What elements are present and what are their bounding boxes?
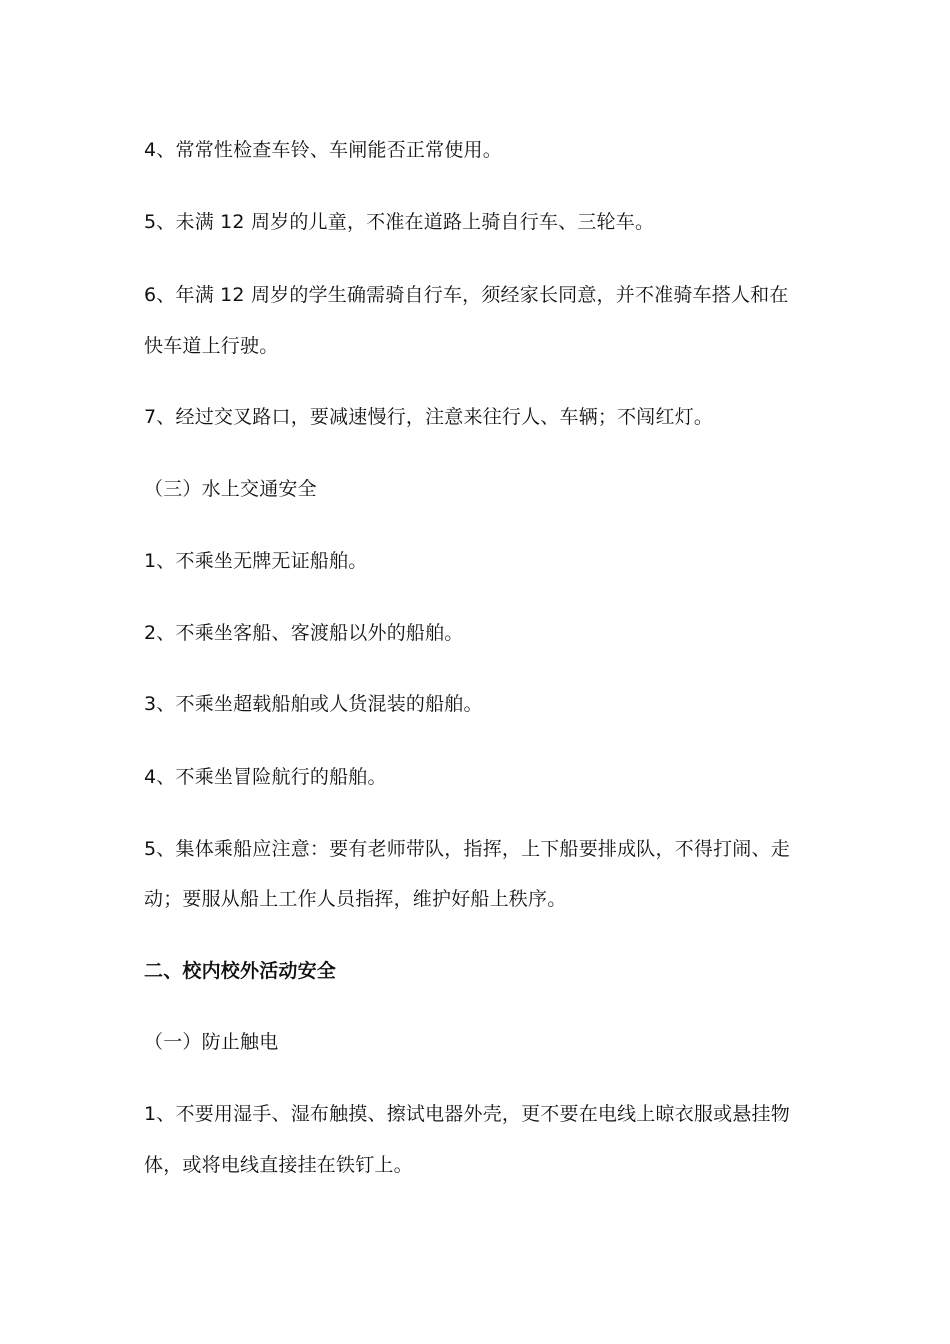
- paragraph-line: 1、不要用湿手、湿布触摸、擦试电器外壳，更不要在电线上晾衣服或悬挂物: [144, 1103, 790, 1125]
- paragraph-line: 5、集体乘船应注意：要有老师带队，指挥，上下船要排成队，不得打闹、走: [144, 838, 790, 860]
- paragraph-line: 4、不乘坐冒险航行的船舶。: [144, 766, 387, 788]
- paragraph-line: 快车道上行驶。: [144, 335, 279, 357]
- paragraph-line: 体，或将电线直接挂在铁钉上。: [144, 1154, 413, 1176]
- paragraph-line: 动；要服从船上工作人员指挥，维护好船上秩序。: [144, 888, 567, 910]
- paragraph-line: 1、不乘坐无牌无证船舶。: [144, 550, 368, 572]
- paragraph-line: 5、未满 12 周岁的儿童，不准在道路上骑自行车、三轮车。: [144, 211, 655, 233]
- paragraph-line: 4、常常性检查车铃、车闸能否正常使用。: [144, 139, 502, 161]
- chapter-heading: 二、校内校外活动安全: [144, 960, 337, 982]
- paragraph-line: 2、不乘坐客船、客渡船以外的船舶。: [144, 622, 464, 644]
- paragraph-line: 3、不乘坐超载船舶或人货混装的船舶。: [144, 693, 483, 715]
- paragraph-line: 6、年满 12 周岁的学生确需骑自行车，须经家长同意，并不准骑车搭人和在: [144, 284, 789, 306]
- section-heading: （三）水上交通安全: [144, 478, 317, 500]
- paragraph-line: 7、经过交叉路口，要减速慢行，注意来往行人、车辆；不闯红灯。: [144, 406, 714, 428]
- section-heading: （一）防止触电: [144, 1031, 279, 1053]
